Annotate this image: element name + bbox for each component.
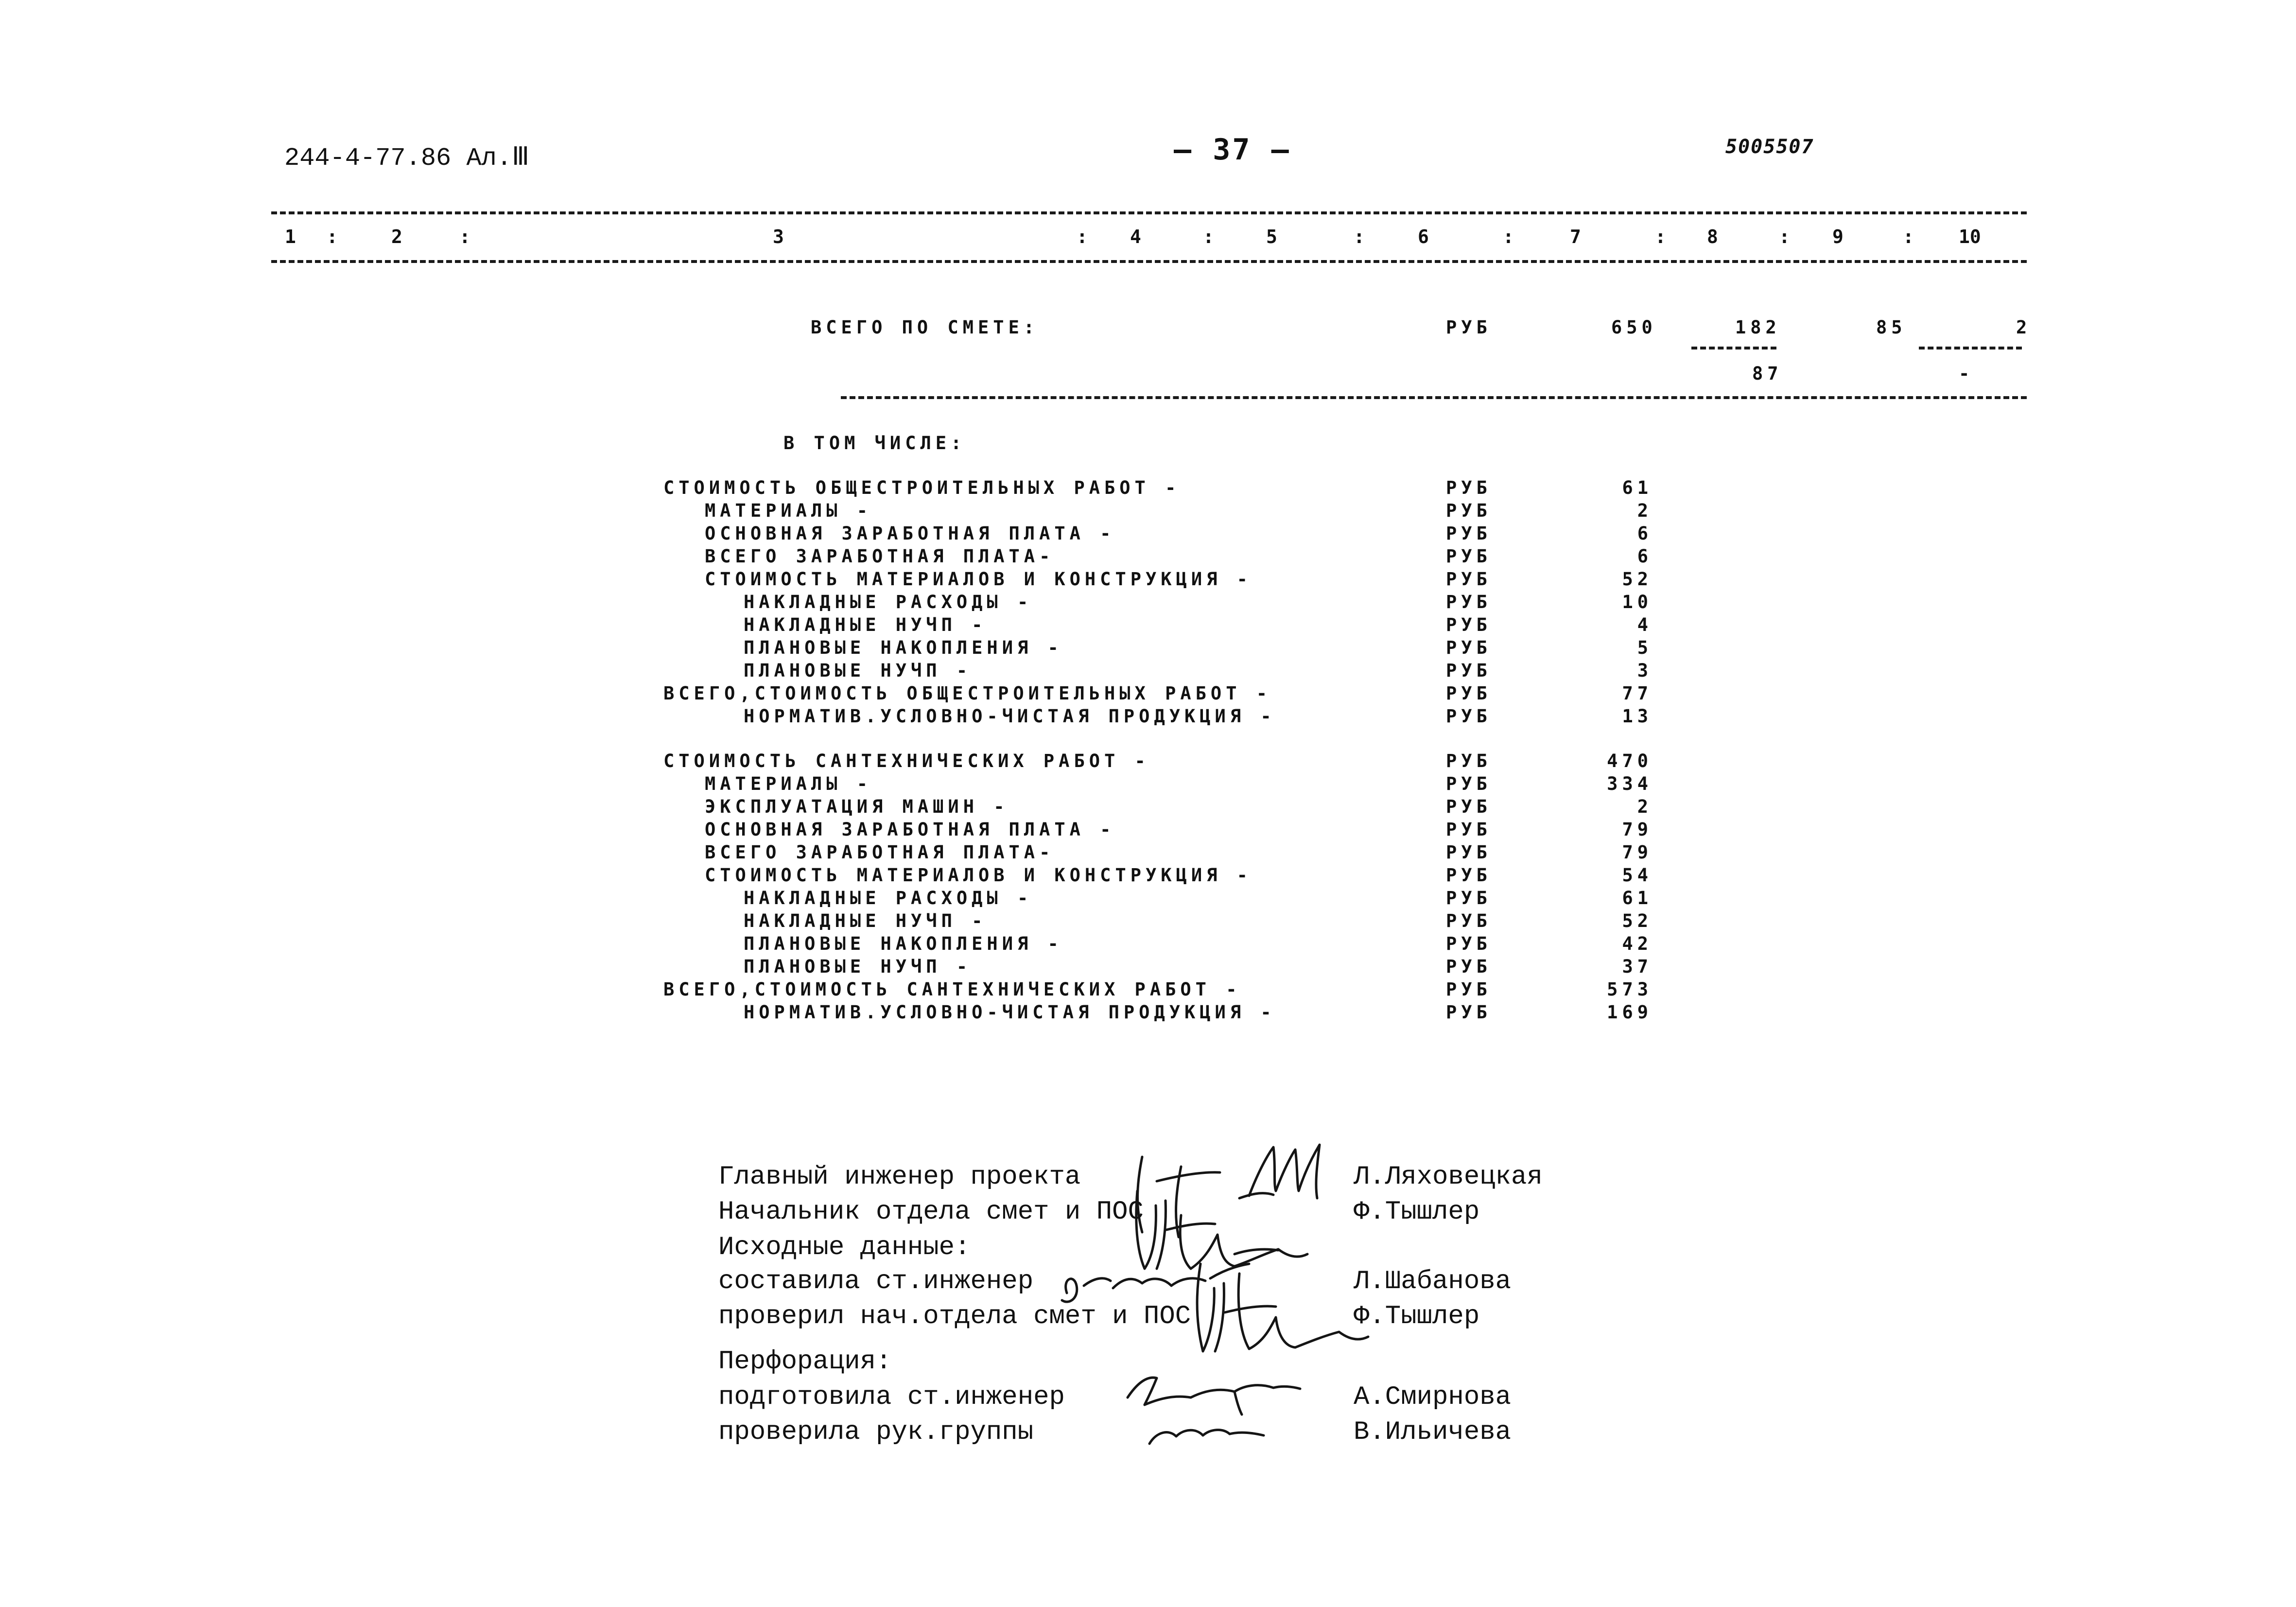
row-label: МАТЕРИАЛЫ - <box>705 500 872 521</box>
row-unit: РУБ <box>1446 773 1492 794</box>
signature-role: Перфорация: <box>718 1347 892 1377</box>
row-value: 4 <box>1637 614 1652 635</box>
row-unit: РУБ <box>1446 842 1492 863</box>
row-label: ВСЕГО,СТОИМОСТЬ САНТЕХНИЧЕСКИХ РАБОТ - <box>663 979 1241 1000</box>
document-code: 244-4-77.86 Ал.Ⅲ <box>284 144 529 173</box>
row-value: 42 <box>1622 933 1652 954</box>
row-unit: РУБ <box>1446 796 1492 817</box>
row-value: 79 <box>1622 842 1652 863</box>
row-value: 61 <box>1622 477 1652 498</box>
total-bottom-rule <box>841 396 2027 399</box>
row-unit: РУБ <box>1446 888 1492 908</box>
row-label: ПЛАНОВЫЕ НАКОПЛЕНИЯ - <box>744 637 1063 658</box>
row-unit: РУБ <box>1446 683 1492 704</box>
row-value: 77 <box>1622 683 1652 704</box>
row-value: 573 <box>1607 979 1652 1000</box>
row-value: 2 <box>1637 796 1652 817</box>
row-label: СТОИМОСТЬ МАТЕРИАЛОВ И КОНСТРУКЦИЯ - <box>705 569 1252 590</box>
row-unit: РУБ <box>1446 956 1492 977</box>
row-unit: РУБ <box>1446 910 1492 931</box>
row-label: ПЛАНОВЫЕ НУЧП - <box>744 956 972 977</box>
row-unit: РУБ <box>1446 477 1492 498</box>
signature-role: Главный инженер проекта <box>718 1162 1081 1192</box>
column-number: 3 <box>773 226 784 247</box>
row-unit: РУБ <box>1446 500 1492 521</box>
row-value: 3 <box>1637 660 1652 681</box>
row-label: ПЛАНОВЫЕ НУЧП - <box>744 660 972 681</box>
signatory-name: Л.Ляховецкая <box>1354 1162 1543 1192</box>
total-col7: 650 <box>1611 317 1657 338</box>
row-label: МАТЕРИАЛЫ - <box>705 773 872 794</box>
row-label: СТОИМОСТЬ САНТЕХНИЧЕСКИХ РАБОТ - <box>663 751 1150 771</box>
total-col10-bottom: - <box>1959 363 1974 384</box>
total-col8-top: 182 <box>1735 317 1781 338</box>
signature-mark-smirnova <box>1118 1363 1303 1417</box>
row-value: 54 <box>1622 865 1652 886</box>
row-unit: РУБ <box>1446 933 1492 954</box>
column-number: 1 <box>285 226 296 247</box>
row-label: СТОИМОСТЬ ОБЩЕСТРОИТЕЛЬНЫХ РАБОТ - <box>663 477 1181 498</box>
total-label: ВСЕГО ПО СМЕТЕ: <box>811 317 1039 338</box>
row-unit: РУБ <box>1446 819 1492 840</box>
row-value: 52 <box>1622 569 1652 590</box>
row-unit: РУБ <box>1446 637 1492 658</box>
signature-role: проверил нач.отдела смет и ПОС <box>718 1302 1191 1331</box>
signature-role: составила ст.инженер <box>718 1267 1034 1296</box>
row-label: ВСЕГО,СТОИМОСТЬ ОБЩЕСТРОИТЕЛЬНЫХ РАБОТ - <box>663 683 1272 704</box>
row-value: 470 <box>1607 751 1652 771</box>
row-unit: РУБ <box>1446 979 1492 1000</box>
signatory-name: Ф.Тышлер <box>1354 1197 1480 1227</box>
signature-mark-ilyicheva <box>1142 1417 1269 1456</box>
row-label: ПЛАНОВЫЕ НАКОПЛЕНИЯ - <box>744 933 1063 954</box>
row-label: ОСНОВНАЯ ЗАРАБОТНАЯ ПЛАТА - <box>705 523 1115 544</box>
signatory-name: А.Смирнова <box>1354 1382 1512 1412</box>
row-value: 13 <box>1622 706 1652 727</box>
row-value: 37 <box>1622 956 1652 977</box>
row-label: НОРМАТИВ.УСЛОВНО-ЧИСТАЯ ПРОДУКЦИЯ - <box>744 1002 1276 1023</box>
column-number: 8 <box>1707 226 1718 247</box>
row-value: 334 <box>1607 773 1652 794</box>
row-value: 169 <box>1607 1002 1652 1023</box>
row-value: 6 <box>1637 546 1652 567</box>
row-label: НАКЛАДНЫЕ НУЧП - <box>744 910 987 931</box>
column-number: 6 <box>1418 226 1429 247</box>
total-col9: 85 <box>1876 317 1907 338</box>
total-unit: РУБ <box>1446 317 1492 338</box>
column-number: 4 <box>1130 226 1141 247</box>
signature-role: Исходные данные: <box>718 1233 971 1262</box>
col8-fraction-rule <box>1691 347 1776 349</box>
column-number: 2 <box>391 226 402 247</box>
row-unit: РУБ <box>1446 660 1492 681</box>
row-unit: РУБ <box>1446 706 1492 727</box>
column-number: 7 <box>1570 226 1581 247</box>
row-unit: РУБ <box>1446 592 1492 612</box>
column-number: 10 <box>1959 226 1981 247</box>
row-value: 5 <box>1637 637 1652 658</box>
page-number: — 37 — <box>1174 133 1291 167</box>
row-label: НАКЛАДНЫЕ РАСХОДЫ - <box>744 592 1033 612</box>
header-bottom-rule <box>271 260 2027 263</box>
row-label: НОРМАТИВ.УСЛОВНО-ЧИСТАЯ ПРОДУКЦИЯ - <box>744 706 1276 727</box>
signatory-name: В.Ильичева <box>1354 1417 1512 1447</box>
including-label: В ТОМ ЧИСЛЕ: <box>783 433 966 454</box>
row-unit: РУБ <box>1446 569 1492 590</box>
column-number: 5 <box>1266 226 1277 247</box>
row-value: 79 <box>1622 819 1652 840</box>
row-unit: РУБ <box>1446 523 1492 544</box>
signatory-name: Л.Шабанова <box>1354 1267 1512 1296</box>
row-value: 2 <box>1637 500 1652 521</box>
signature-role: проверила рук.группы <box>718 1417 1034 1447</box>
col10-fraction-rule <box>1919 347 2022 349</box>
signatory-name: Ф.Тышлер <box>1354 1302 1480 1331</box>
column-number: 9 <box>1832 226 1844 247</box>
row-value: 61 <box>1622 888 1652 908</box>
row-value: 10 <box>1622 592 1652 612</box>
row-label: СТОИМОСТЬ МАТЕРИАЛОВ И КОНСТРУКЦИЯ - <box>705 865 1252 886</box>
total-col8-bottom: 87 <box>1752 363 1783 384</box>
row-unit: РУБ <box>1446 751 1492 771</box>
signature-role: подготовила ст.инженер <box>718 1382 1065 1412</box>
row-label: НАКЛАДНЫЕ НУЧП - <box>744 614 987 635</box>
total-col10-top: 2 <box>2016 317 2032 338</box>
signature-role: Начальник отдела смет и ПОС <box>718 1197 1144 1227</box>
row-label: ВСЕГО ЗАРАБОТНАЯ ПЛАТА- <box>705 842 1055 863</box>
row-unit: РУБ <box>1446 865 1492 886</box>
row-unit: РУБ <box>1446 546 1492 567</box>
document-page: 244-4-77.86 Ал.Ⅲ — 37 — 5005507 1 2 3 4 5 6 7 8 9 10 : : : : : : : : : ВСЕГО ПО СМЕТЕ: РУБ 650 182 87 85 2 - В ТОМ ЧИСЛЕ: СТОИМОСТЬ ОБЩЕСТРОИТЕЛЬНЫХ РАБОТ - РУБ 61 МАТЕРИАЛЫ - РУБ 2 ОСНОВНАЯ ЗАРАБОТНАЯ ПЛАТА - РУБ 6 ВСЕГО ЗАРАБОТНАЯ ПЛАТА- РУБ 6 СТОИМОСТЬ МАТЕРИАЛОВ И КОНСТРУКЦИЯ - РУБ 52 НАКЛАДНЫЕ РАСХОДЫ - РУБ 10 НАКЛАДНЫЕ НУЧП - РУБ 4 ПЛАНОВЫЕ НАКОПЛЕНИЯ - РУБ 5 ПЛАНОВЫЕ НУЧП - РУБ 3 ВСЕГО,СТОИМОСТЬ ОБЩЕСТРОИТЕЛЬНЫХ РАБОТ - РУБ 77 НОРМАТИВ.УСЛОВНО-ЧИСТАЯ ПРОДУКЦИЯ - РУБ 13 СТОИМОСТЬ САНТЕХНИЧЕСКИХ РАБОТ - РУБ 470 МАТЕРИАЛЫ - РУБ 334 ЭКСПЛУАТАЦИЯ МАШИН - РУБ 2 ОСНОВНАЯ ЗАРАБОТНАЯ ПЛАТА - РУБ 79 ВСЕГО ЗАРАБОТНАЯ ПЛАТА- РУБ 79 СТОИМОСТЬ МАТЕРИАЛОВ И КОНСТРУКЦИЯ - РУБ 54 НАКЛАДНЫЕ РАСХОДЫ - РУБ 61 НАКЛАДНЫЕ НУЧП - РУБ 52 ПЛАНОВЫЕ НАКОПЛЕНИЯ - РУБ 42 ПЛАНОВЫЕ НУЧП - РУБ 37 ВСЕГО,СТОИМОСТЬ САНТЕХНИЧЕСКИХ РАБОТ - РУБ 573 НОРМАТИВ.УСЛОВНО-ЧИСТАЯ ПРОДУКЦИЯ - РУБ 169 Главный инженер проекта Л.Ляховецкая Начальник отдела смет и ПОС Ф.Тышлер Исходные данные: составила ст.инженер Л.Шабанова проверил нач.отдела смет и ПОС Ф.Тышлер Перфорация: подготовила ст.инженер А.Смирнова проверила рук.группы В.Ильичева <box>0 0 2296 1607</box>
row-value: 6 <box>1637 523 1652 544</box>
row-label: ЭКСПЛУАТАЦИЯ МАШИН - <box>705 796 1009 817</box>
row-label: ВСЕГО ЗАРАБОТНАЯ ПЛАТА- <box>705 546 1055 567</box>
row-unit: РУБ <box>1446 614 1492 635</box>
row-label: ОСНОВНАЯ ЗАРАБОТНАЯ ПЛАТА - <box>705 819 1115 840</box>
row-label: НАКЛАДНЫЕ РАСХОДЫ - <box>744 888 1033 908</box>
stamp-code: 5005507 <box>1725 136 1814 158</box>
signature-mark-shabanova <box>1050 1259 1254 1312</box>
row-unit: РУБ <box>1446 1002 1492 1023</box>
row-value: 52 <box>1622 910 1652 931</box>
header-top-rule <box>271 211 2027 214</box>
